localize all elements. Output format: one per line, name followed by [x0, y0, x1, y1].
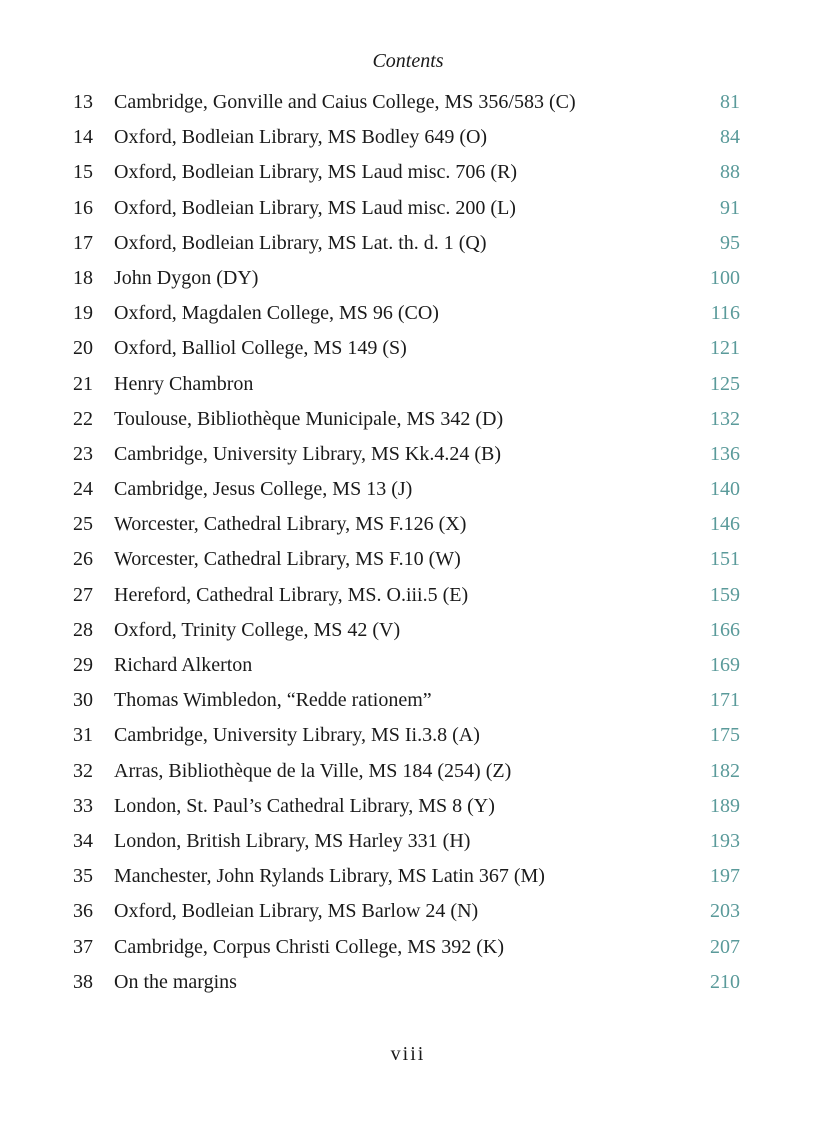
- chapter-title: Cambridge, University Library, MS Kk.4.24 (B): [114, 442, 501, 465]
- toc-entry[interactable]: [0, 788, 816, 823]
- page-link[interactable]: 132: [710, 407, 740, 430]
- page-link[interactable]: 210: [710, 970, 740, 993]
- chapter-title: Oxford, Trinity College, MS 42 (V): [114, 618, 401, 641]
- page-link[interactable]: 116: [710, 302, 740, 325]
- page-link[interactable]: 146: [710, 513, 740, 536]
- chapter-title: Henry Chambron: [114, 372, 254, 395]
- chapter-title: On the margins: [114, 970, 237, 993]
- page-number: viii: [390, 1043, 426, 1065]
- chapter-number: 17: [73, 231, 93, 254]
- toc-entry[interactable]: [0, 541, 816, 576]
- chapter-title: Toulouse, Bibliothèque Municipale, MS 342 (D): [114, 407, 504, 430]
- chapter-number: 37: [73, 935, 93, 958]
- toc-entry[interactable]: [0, 823, 816, 858]
- page-link[interactable]: 182: [710, 759, 740, 782]
- toc-entry[interactable]: [0, 577, 816, 612]
- chapter-title: Richard Alkerton: [114, 654, 253, 676]
- page-link[interactable]: 197: [710, 865, 740, 888]
- toc-entry[interactable]: [0, 366, 816, 401]
- page-link[interactable]: 203: [710, 900, 740, 923]
- chapter-number: 31: [73, 724, 93, 747]
- toc-entry[interactable]: [0, 612, 816, 647]
- chapter-number: 35: [73, 865, 93, 888]
- toc-entry[interactable]: [0, 717, 816, 752]
- chapter-title: Oxford, Bodleian Library, MS Bodley 649 (O): [114, 126, 488, 149]
- chapter-title: Cambridge, Gonville and Caius College, MS 356/583 (C): [114, 91, 576, 113]
- chapter-number: 24: [73, 478, 93, 501]
- toc-entry[interactable]: [0, 190, 816, 225]
- chapter-title: John Dygon (DY): [114, 266, 259, 289]
- page-link[interactable]: 175: [710, 724, 740, 747]
- chapter-title: Arras, Bibliothèque de la Ville, MS 184 (254) (Z): [114, 759, 512, 782]
- page-link[interactable]: 88: [720, 161, 740, 184]
- toc-entry[interactable]: [0, 401, 816, 436]
- page-link[interactable]: 151: [710, 548, 740, 571]
- table-of-contents: [0, 84, 816, 999]
- page-link[interactable]: 207: [710, 935, 740, 958]
- chapter-title: Oxford, Balliol College, MS 149 (S): [114, 337, 407, 360]
- toc-entry[interactable]: [0, 260, 816, 295]
- chapter-number: 32: [73, 759, 93, 782]
- chapter-number: 29: [73, 654, 93, 676]
- toc-entry[interactable]: [0, 506, 816, 541]
- chapter-number: 14: [73, 126, 93, 149]
- toc-entry[interactable]: [0, 964, 816, 999]
- page-link[interactable]: 95: [720, 231, 740, 254]
- chapter-title: Cambridge, Jesus College, MS 13 (J): [114, 478, 413, 501]
- page-link[interactable]: 169: [710, 654, 740, 676]
- toc-entry[interactable]: [0, 858, 816, 893]
- toc-entry[interactable]: [0, 330, 816, 365]
- chapter-number: 26: [73, 548, 93, 571]
- chapter-title: Oxford, Bodleian Library, MS Barlow 24 (N): [114, 900, 479, 923]
- chapter-number: 38: [73, 970, 93, 993]
- page-link[interactable]: 171: [710, 689, 740, 712]
- chapter-title: Worcester, Cathedral Library, MS F.126 (X): [114, 513, 467, 536]
- chapter-number: 15: [73, 161, 93, 184]
- chapter-number: 22: [73, 407, 93, 430]
- page-link[interactable]: 189: [710, 794, 740, 817]
- page-link[interactable]: 166: [710, 618, 740, 641]
- chapter-number: 16: [73, 196, 93, 219]
- toc-entry[interactable]: [0, 682, 816, 717]
- chapter-title: Oxford, Bodleian Library, MS Laud misc. 200 (L): [114, 196, 516, 219]
- toc-entry[interactable]: [0, 647, 816, 682]
- chapter-number: 20: [73, 337, 93, 360]
- chapter-number: 25: [73, 513, 93, 536]
- chapter-title: Cambridge, University Library, MS Ii.3.8 (A): [114, 724, 480, 747]
- toc-entry[interactable]: [0, 929, 816, 964]
- chapter-number: 23: [73, 442, 93, 465]
- chapter-title: London, British Library, MS Harley 331 (H): [114, 829, 471, 852]
- page-link[interactable]: 140: [710, 478, 740, 501]
- toc-entry[interactable]: [0, 295, 816, 330]
- running-header: Contents: [372, 50, 444, 72]
- toc-entry[interactable]: [0, 436, 816, 471]
- chapter-title: Oxford, Bodleian Library, MS Laud misc. 706 (R): [114, 161, 518, 184]
- chapter-number: 30: [73, 689, 93, 712]
- page-link[interactable]: 81: [720, 91, 740, 113]
- chapter-number: 13: [73, 91, 93, 113]
- page-link[interactable]: 159: [710, 583, 740, 606]
- toc-entry[interactable]: [0, 753, 816, 788]
- chapter-number: 34: [73, 829, 93, 852]
- page-link[interactable]: 193: [710, 829, 740, 852]
- toc-entry[interactable]: [0, 154, 816, 189]
- toc-entry[interactable]: [0, 119, 816, 154]
- chapter-title: Cambridge, Corpus Christi College, MS 392 (K): [114, 935, 504, 958]
- page-link[interactable]: 136: [710, 442, 740, 465]
- chapter-title: Worcester, Cathedral Library, MS F.10 (W): [114, 548, 461, 571]
- chapter-number: 21: [73, 372, 93, 395]
- chapter-number: 28: [73, 618, 93, 641]
- toc-entry[interactable]: [0, 471, 816, 506]
- chapter-title: Manchester, John Rylands Library, MS Latin 367 (M): [114, 865, 545, 888]
- page-link[interactable]: 121: [710, 337, 740, 360]
- chapter-title: Hereford, Cathedral Library, MS. O.iii.5 (E): [114, 583, 469, 606]
- page-link[interactable]: 84: [720, 126, 740, 149]
- page-link[interactable]: 125: [710, 372, 740, 395]
- chapter-title: Thomas Wimbledon, “Redde rationem”: [114, 689, 432, 712]
- page-link[interactable]: 91: [720, 196, 740, 219]
- toc-entry[interactable]: [0, 893, 816, 928]
- toc-entry[interactable]: [0, 84, 816, 119]
- chapter-title: London, St. Paul’s Cathedral Library, MS 8 (Y): [114, 794, 495, 817]
- chapter-title: Oxford, Bodleian Library, MS Lat. th. d. 1 (Q): [114, 231, 487, 254]
- chapter-number: 36: [73, 900, 93, 923]
- chapter-number: 33: [73, 794, 93, 817]
- chapter-number: 18: [73, 266, 93, 289]
- page-link[interactable]: 100: [710, 266, 740, 289]
- toc-entry[interactable]: [0, 225, 816, 260]
- chapter-title: Oxford, Magdalen College, MS 96 (CO): [114, 302, 439, 325]
- chapter-number: 19: [73, 302, 93, 325]
- chapter-number: 27: [73, 583, 93, 606]
